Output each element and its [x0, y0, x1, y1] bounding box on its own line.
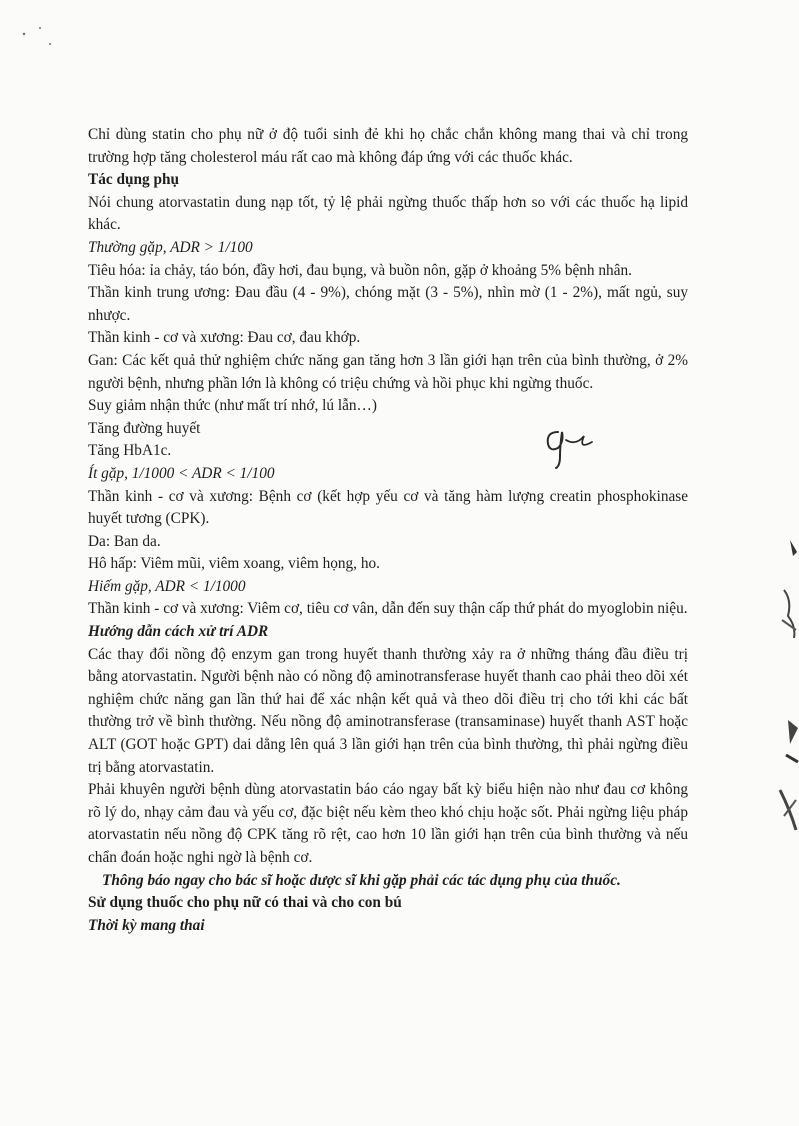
- scan-corner-dots: [20, 20, 60, 50]
- paragraph-digestive: Tiêu hóa: ỉa chảy, táo bón, đầy hơi, đau bụng, và buồn nôn, gặp ở khoảng 5% bệnh nhân.: [88, 261, 632, 279]
- paragraph-cns: Thần kinh trung ương: Đau đầu (4 - 9%), chóng mặt (3 - 5%), nhìn mờ (1 - 2%), mất ngủ, suy nhược.: [88, 284, 688, 324]
- paragraph-patient-advice: Phải khuyên người bệnh dùng atorvastatin báo cáo ngay bất kỳ biểu hiện nào như đau cơ không rõ lý do, nhạy cảm đau và yếu cơ, đặc biệt nếu kèm theo khó chịu hoặc sốt. Phải ngừng liệu pháp atorvastatin nếu nồng độ CPK tăng rõ rệt, cao hơn 10 lần giới hạn trên của bình thường và nếu chẩn đoán hoặc nghi ngờ là bệnh cơ.: [88, 781, 688, 866]
- subheading-pregnancy: Thời kỳ mang thai: [88, 916, 205, 934]
- paragraph-rhabdomyolysis: Thần kinh - cơ và xương: Viêm cơ, tiêu cơ vân, dẫn đến suy thận cấp thứ phát do myoglobin niệu.: [88, 600, 688, 618]
- paragraph-statin-pregnancy: Chỉ dùng statin cho phụ nữ ở độ tuổi sinh đẻ khi họ chắc chắn không mang thai và chỉ trong trường hợp tăng cholesterol máu rất cao mà không đáp ứng với các thuốc khác.: [88, 126, 688, 166]
- paragraph-skin: Da: Ban da.: [88, 532, 161, 550]
- paragraph-tolerance: Nói chung atorvastatin dung nạp tốt, tỷ lệ phải ngừng thuốc thấp hơn so với các thuốc hạ lipid khác.: [88, 193, 688, 234]
- paragraph-cognitive: Suy giảm nhận thức (như mất trí nhớ, lú lẫn…): [88, 397, 377, 415]
- paragraph-hyperglycemia: Tăng đường huyết: [88, 419, 201, 437]
- subheading-uncommon: Ít gặp, 1/1000 < ADR < 1/100: [88, 464, 275, 482]
- heading-side-effects: Tác dụng phụ: [88, 171, 179, 189]
- paragraph-respiratory: Hô hấp: Viêm mũi, viêm xoang, viêm họng, ho.: [88, 555, 380, 573]
- subheading-rare: Hiếm gặp, ADR < 1/1000: [88, 577, 246, 595]
- heading-pregnancy-lactation: Sử dụng thuốc cho phụ nữ có thai và cho con bú: [88, 894, 402, 912]
- document-body: [88, 124, 688, 937]
- subheading-common: Thường gặp, ADR > 1/100: [88, 238, 253, 256]
- scan-edge-marks: [770, 530, 799, 850]
- heading-adr-management: Hướng dẫn cách xử trí ADR: [88, 623, 269, 641]
- notice-report-side-effects: Thông báo ngay cho bác sĩ hoặc dược sĩ khi gặp phải các tác dụng phụ của thuốc.: [102, 871, 621, 889]
- paragraph-hba1c: Tăng HbA1c.: [88, 442, 172, 460]
- paragraph-liver-enzymes: Các thay đổi nồng độ enzym gan trong huyết thanh thường xảy ra ở những tháng đầu điều trị bằng atorvastatin. Người bệnh nào có nồng độ aminotransferase huyết thanh cao phải theo dõi xét nghiệm chức năng gan lần thứ hai để xác nhận kết quả và theo dõi điều trị cho tới khi các bất thường trở về bình thường. Nếu nồng độ aminotransferase (transaminase) huyết thanh AST hoặc ALT (GOT hoặc GPT) dai dẳng lên quá 3 lần giới hạn trên của bình thường, thì phải ngừng điều trị bằng atorvastatin.: [88, 645, 688, 776]
- paragraph-myopathy: Thần kinh - cơ và xương: Bệnh cơ (kết hợp yếu cơ và tăng hàm lượng creatin phosphokinase huyết tương (CPK).: [88, 487, 688, 528]
- paragraph-liver: Gan: Các kết quả thử nghiệm chức năng gan tăng hơn 3 lần giới hạn trên của bình thường, ở 2% người bệnh, nhưng phần lớn là không có triệu chứng và hồi phục khi ngừng thuốc.: [88, 351, 688, 392]
- paragraph-musculoskeletal: Thần kinh - cơ và xương: Đau cơ, đau khớp.: [88, 329, 361, 347]
